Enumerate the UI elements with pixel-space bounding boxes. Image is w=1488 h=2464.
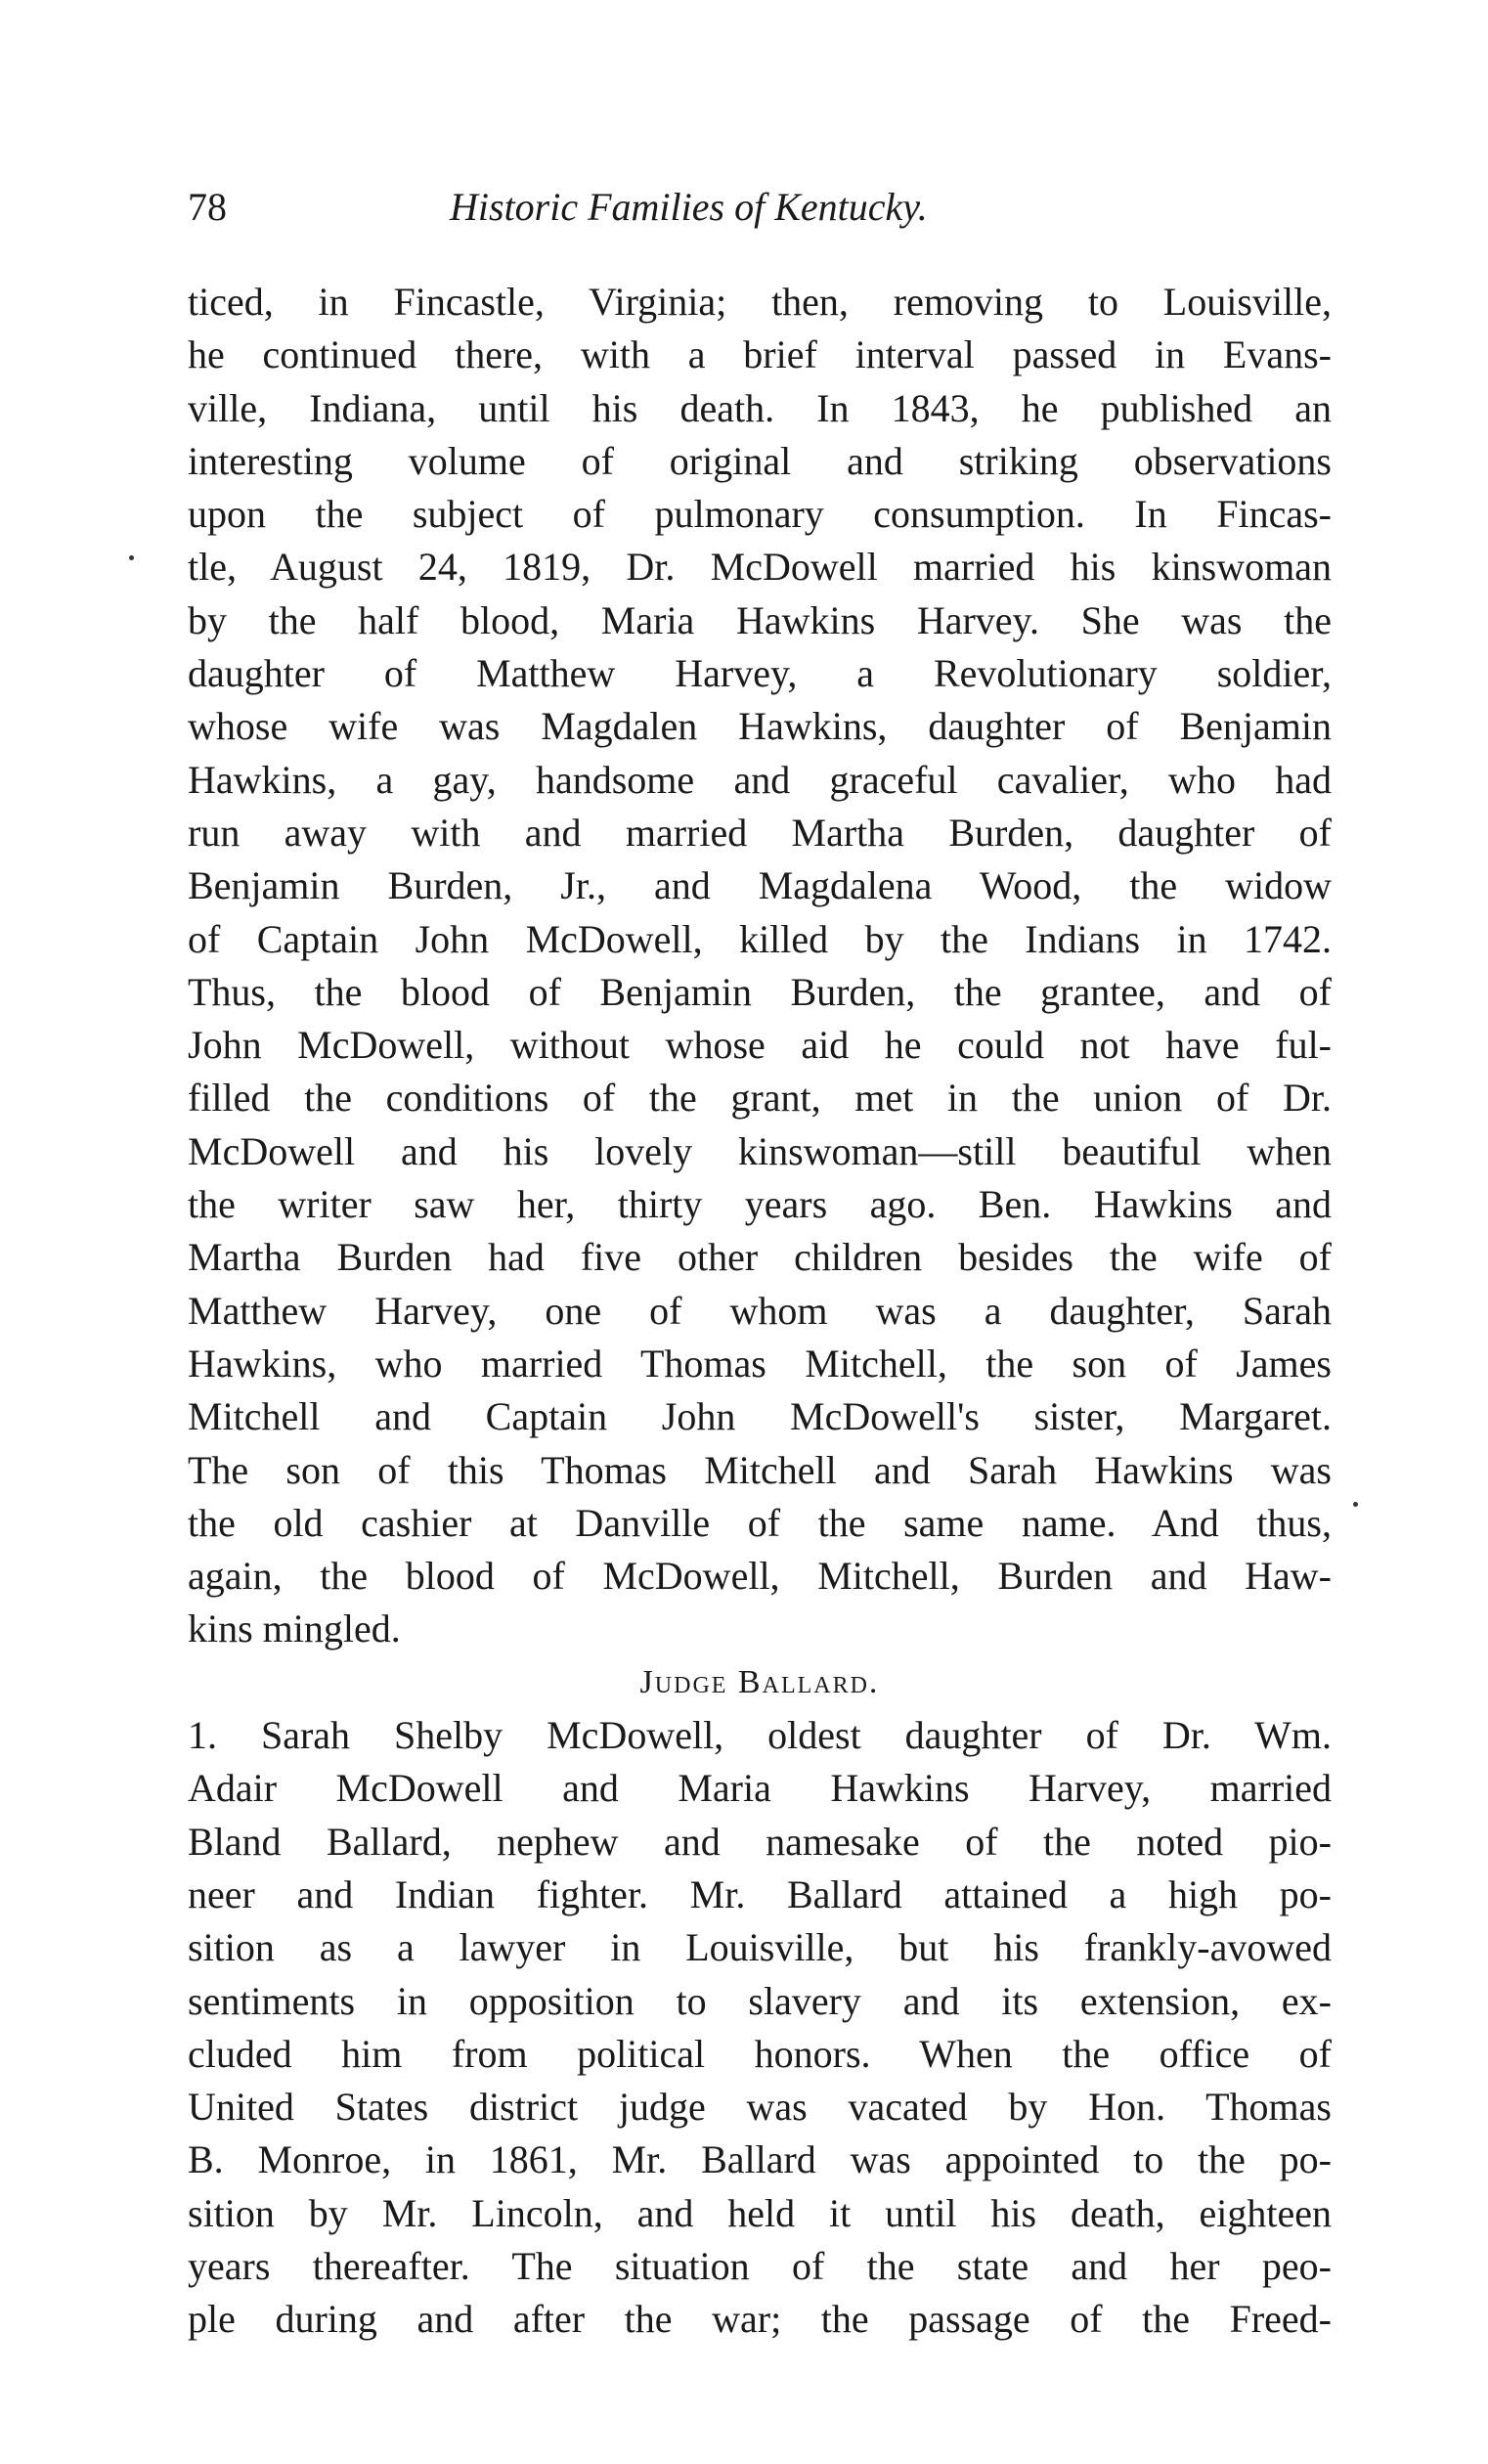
text-line: Hawkins, a gay, handsome and graceful cavalier, who had (188, 757, 1332, 802)
text-line: the old cashier at Danville of the same name. And thus, (188, 1500, 1332, 1545)
running-title: Historic Families of Kentucky. (450, 185, 928, 229)
text-line: The son of this Thomas Mitchell and Sarah Hawkins was (188, 1447, 1332, 1492)
text-line: ticed, in Fincastle, Virginia; then, removing to Louisville, (188, 280, 1332, 324)
text-line: ville, Indiana, until his death. In 1843, he published an (188, 385, 1332, 430)
text-line: run away with and married Martha Burden, daughter of (188, 810, 1332, 855)
text-line: B. Monroe, in 1861, Mr. Ballard was appointed to the po- (188, 2137, 1332, 2182)
text-line: United States district judge was vacated by Hon. Thomas (188, 2085, 1332, 2130)
text-line: again, the blood of McDowell, Mitchell, Burden and Haw- (188, 1554, 1332, 1599)
text-line: of Captain John McDowell, killed by the Indians in 1742. (188, 916, 1332, 961)
text-line: upon the subject of pulmonary consumption. In Fincas- (188, 492, 1332, 537)
text-line: Matthew Harvey, one of whom was a daughter, Sarah (188, 1288, 1332, 1333)
text-line: filled the conditions of the grant, met in the union of Dr. (188, 1076, 1332, 1121)
paragraph-mcdowell-family (188, 276, 1332, 1656)
text-line: Martha Burden had five other children besides the wife of (188, 1235, 1332, 1280)
text-line: Benjamin Burden, Jr., and Magdalena Wood, the widow (188, 863, 1332, 908)
text-line: whose wife was Magdalen Hawkins, daughter of Benjamin (188, 704, 1332, 749)
text-line: Mitchell and Captain John McDowell's sister, Margaret. (188, 1394, 1332, 1439)
page-body (188, 276, 1332, 2347)
text-line: he continued there, with a brief interval passed in Evans- (188, 332, 1332, 377)
text-line: sition as a lawyer in Louisville, but his frankly-avowed (188, 1925, 1332, 1970)
text-line: McDowell and his lovely kinswoman—still beautiful when (188, 1128, 1332, 1173)
margin-dot (129, 555, 134, 560)
text-line: Thus, the blood of Benjamin Burden, the grantee, and of (188, 969, 1332, 1014)
paragraph-judge-ballard (188, 1709, 1332, 2347)
text-line: sentiments in opposition to slavery and its extension, ex- (188, 1978, 1332, 2023)
text-line: ple during and after the war; the passage of the Freed- (188, 2297, 1332, 2342)
text-line: Hawkins, who married Thomas Mitchell, the son of James (188, 1341, 1332, 1386)
text-line: interesting volume of original and striking observations (188, 438, 1332, 483)
text-line: sition by Mr. Lincoln, and held it until his death, eighteen (188, 2190, 1332, 2235)
page-number: 78 (188, 185, 227, 229)
text-line: years thereafter. The situation of the state and her peo- (188, 2243, 1332, 2288)
text-line: 1. Sarah Shelby McDowell, oldest daughter of Dr. Wm. (188, 1713, 1332, 1758)
text-line: John McDowell, without whose aid he could not have ful- (188, 1023, 1332, 1068)
text-line: Bland Ballard, nephew and namesake of the noted pio- (188, 1819, 1332, 1864)
text-line: neer and Indian fighter. Mr. Ballard attained a high po- (188, 1871, 1332, 1916)
text-line: daughter of Matthew Harvey, a Revolutionary soldier, (188, 651, 1332, 696)
text-line: cluded him from political honors. When the office of (188, 2031, 1332, 2076)
text-line: kins mingled. (188, 1606, 401, 1651)
section-heading: Judge Ballard. (639, 1663, 880, 1700)
text-line: by the half blood, Maria Hawkins Harvey. She was the (188, 597, 1332, 642)
text-line: the writer saw her, thirty years ago. Ben. Hawkins and (188, 1182, 1332, 1227)
text-line: Adair McDowell and Maria Hawkins Harvey, married (188, 1766, 1332, 1811)
text-line: tle, August 24, 1819, Dr. McDowell married his kinswoman (188, 545, 1332, 590)
page-header (188, 184, 1332, 242)
margin-dot (1353, 1502, 1358, 1507)
